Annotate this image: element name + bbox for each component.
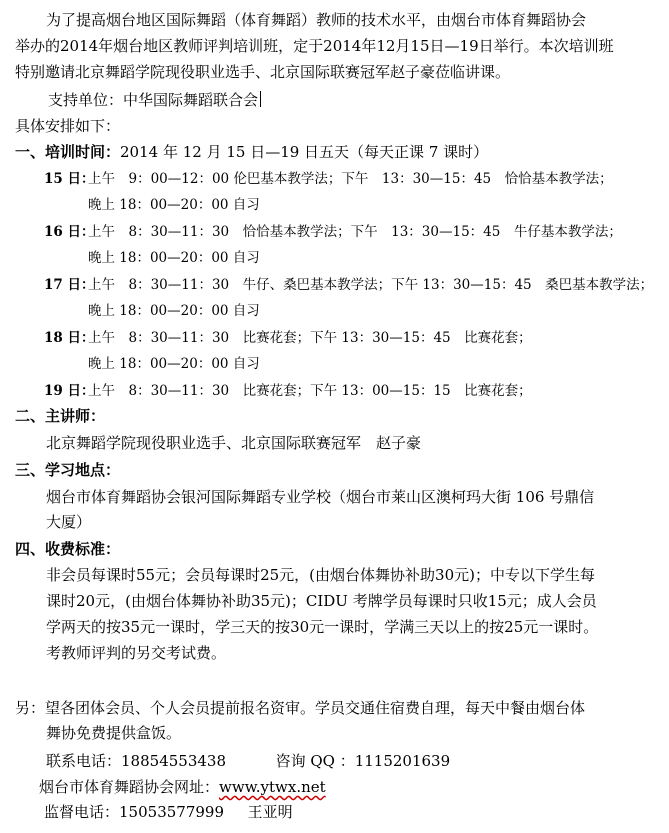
day-row-19: [44, 380, 532, 402]
contact-supervise-row: [44, 801, 293, 823]
site-link[interactable]: www.ytwx.net: [219, 778, 326, 796]
section-4-line-1: 非会员每课时55元；会员每课时25元，(由烟台体舞协补助30元)；中专以下学生每: [46, 566, 595, 584]
qq-label: 咨询 QQ ：: [275, 752, 355, 770]
section-4-line-4: 考教师评判的另交考试费。: [46, 644, 227, 662]
day-label: 16 日：: [44, 224, 95, 240]
supervise-phone: 15053577999: [119, 803, 224, 821]
section-1-heading: 一、培训时间：: [15, 143, 121, 161]
section-2-heading: 二、主讲师：: [15, 407, 106, 425]
evening-row-16: 晚上 18：00—20：00 自习: [88, 250, 260, 266]
note-line-2: 舞协免费提供盒饭。: [46, 724, 182, 742]
supervise-label: 监督电话：: [44, 803, 120, 821]
qq-number: 1115201639: [354, 752, 451, 770]
site-label: 烟台市体育舞蹈协会网址：: [39, 778, 220, 796]
support-text: 支持单位：中华国际舞蹈联合会: [48, 91, 259, 109]
section-4-line-2: 课时20元，(由烟台体舞协补助35元)；CIDU 考牌学员每课时只收15元；成人会员: [46, 592, 597, 610]
day-schedule: 上午 8：30—11：30 比赛花套；下午 13：30—15：45 比赛花套；: [88, 330, 532, 346]
section-3-line-2: 大厦）: [46, 513, 92, 531]
evening-row-18: 晚上 18：00—20：00 自习: [88, 356, 260, 372]
day-row-17: [44, 274, 653, 296]
day-label: 18 日：: [44, 330, 95, 346]
section-3-heading: 三、学习地点：: [15, 461, 121, 479]
support-line: [48, 89, 261, 111]
note-line-1: 另：望各团体会员、个人会员提前报名资审。学员交通住宿费自理，每天中餐由烟台体: [15, 699, 586, 717]
section-3-line-1: 烟台市体育舞蹈协会银河国际舞蹈专业学校（烟台市莱山区澳柯玛大街 106 号鼎信: [46, 488, 595, 506]
intro-line-2: 举办的2014年烟台地区教师评判培训班，定于2014年12月15日—19日举行。本次培训班: [15, 37, 614, 55]
contact-phone-row: [46, 750, 450, 772]
phone-label: 联系电话：: [46, 752, 122, 770]
day-row-15: [44, 168, 613, 190]
intro-line-3: 特别邀请北京舞蹈学院现役职业选手、北京国际联赛冠军赵子豪莅临讲课。: [15, 63, 511, 81]
section-4-line-3: 学两天的按35元一课时，学三天的按30元一课时，学满三天以上的按25元一课时。: [46, 618, 599, 636]
section-2-value: 北京舞蹈学院现役职业选手、北京国际联赛冠军 赵子豪: [46, 434, 422, 452]
evening-row-17: 晚上 18：00—20：00 自习: [88, 303, 260, 319]
section-1: [15, 141, 488, 163]
schedule-intro: 具体安排如下：: [15, 117, 121, 135]
intro-line-1: 为了提高烟台地区国际舞蹈（体育舞蹈）教师的技术水平，由烟台市体育舞蹈协会: [46, 11, 587, 29]
evening-row-15: 晚上 18：00—20：00 自习: [88, 197, 260, 213]
text-cursor: [260, 91, 261, 107]
supervisor-name: 王亚明: [247, 803, 293, 821]
day-label: 19 日：: [44, 383, 95, 399]
contact-site-row: [39, 776, 326, 798]
day-label: 15 日：: [44, 171, 95, 187]
section-1-value: 2014 年 12 月 15 日—19 日五天（每天正课 7 课时）: [120, 143, 489, 161]
phone-number: 18854553438: [121, 752, 226, 770]
day-schedule: 上午 8：30—11：30 恰恰基本教学法；下午 13：30—15：45 牛仔基本教学法；: [88, 224, 622, 240]
day-schedule: 上午 9：00—12：00 伦巴基本教学法；下午 13：30—15：45 恰恰基本教学法；: [88, 171, 613, 187]
day-row-18: [44, 327, 532, 349]
section-4-heading: 四、收费标准：: [15, 540, 121, 558]
day-schedule: 上午 8：30—11：30 比赛花套；下午 13：00—15：15 比赛花套；: [88, 383, 532, 399]
day-row-16: [44, 221, 622, 243]
day-schedule: 上午 8：30—11：30 牛仔、桑巴基本教学法；下午 13：30—15：45 桑巴基本教学法；: [88, 277, 654, 293]
day-label: 17 日：: [44, 277, 95, 293]
